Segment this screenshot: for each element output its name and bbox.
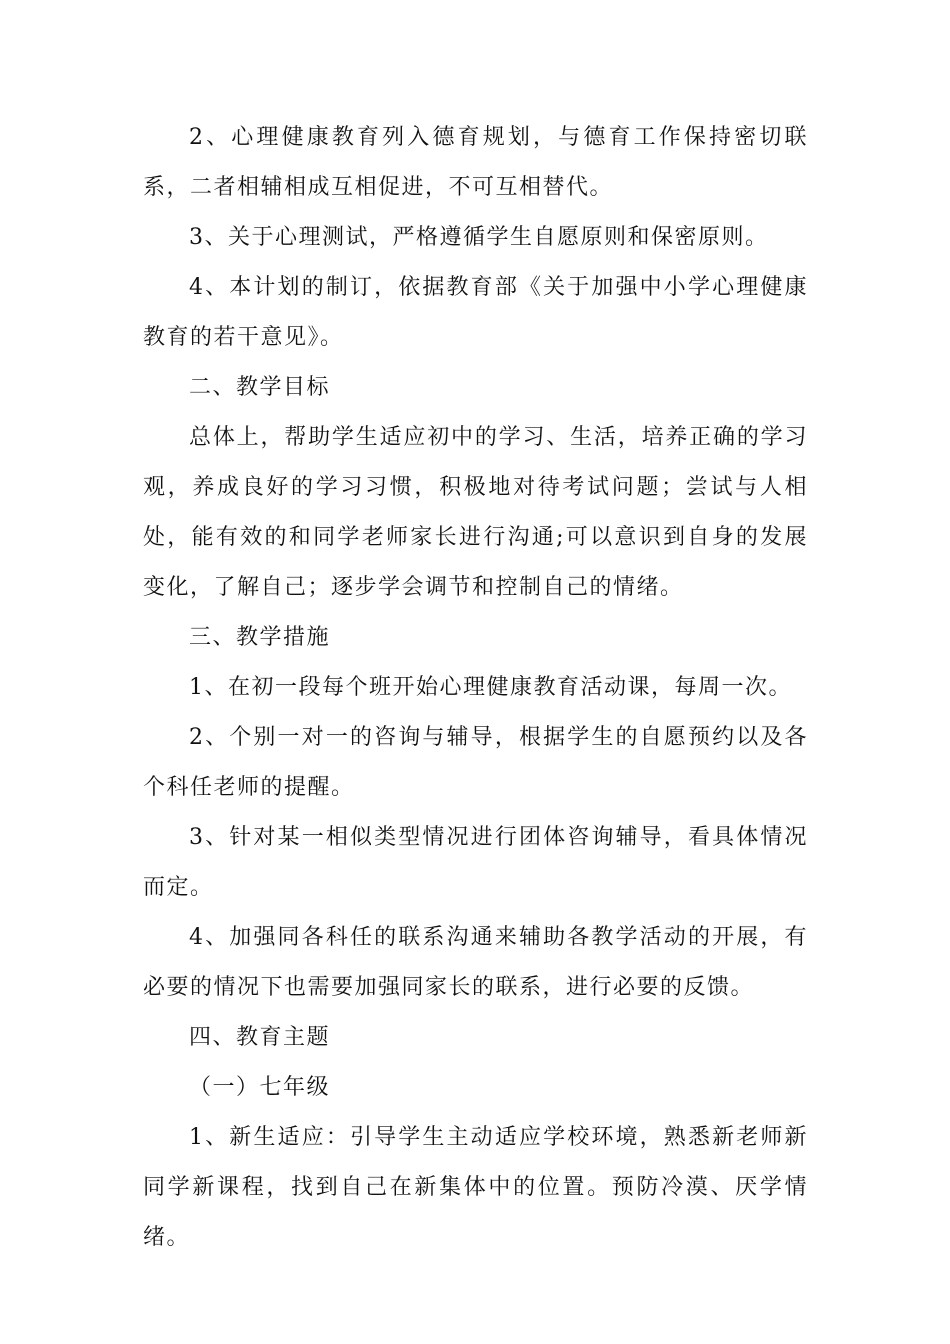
- section-heading-education-themes: 四、教育主题: [189, 1025, 331, 1050]
- subsection-heading-grade-seven: （一）七年级: [189, 1075, 331, 1100]
- section-heading-teaching-measures: 三、教学措施: [189, 625, 331, 650]
- measure-item-2: 2、个别一对一的咨询与辅导，根据学生的自愿预约以及各个科任老师的提醒。: [143, 725, 808, 800]
- theme-item-1: 1、新生适应：引导学生主动适应学校环境，熟悉新老师新同学新课程，找到自己在新集体中的位置。预防冷漠、厌学情绪。: [143, 1125, 808, 1250]
- paragraph-item-3: 3、关于心理测试，严格遵循学生自愿原则和保密原则。: [189, 225, 769, 250]
- measure-item-4: 4、加强同各科任的联系沟通来辅助各教学活动的开展，有必要的情况下也需要加强同家长的联系，进行必要的反馈。: [143, 925, 808, 1000]
- measure-item-1: 1、在初一段每个班开始心理健康教育活动课，每周一次。: [189, 675, 792, 700]
- paragraph-item-4: 4、本计划的制订，依据教育部《关于加强中小学心理健康教育的若干意见》。: [143, 275, 808, 350]
- paragraph-item-2: 2、心理健康教育列入德育规划，与德育工作保持密切联系，二者相辅相成互相促进，不可互相替代。: [143, 125, 808, 200]
- measure-item-3: 3、针对某一相似类型情况进行团体咨询辅导，看具体情况而定。: [143, 825, 808, 900]
- document-body: [143, 113, 808, 1263]
- paragraph-overall-goal: 总体上，帮助学生适应初中的学习、生活，培养正确的学习观，养成良好的学习习惯，积极地对待考试问题；尝试与人相处，能有效的和同学老师家长进行沟通;可以意识到自身的发展变化，了解自己；逐步学会调节和控制自己的情绪。: [143, 425, 808, 600]
- section-heading-teaching-goals: 二、教学目标: [189, 375, 331, 400]
